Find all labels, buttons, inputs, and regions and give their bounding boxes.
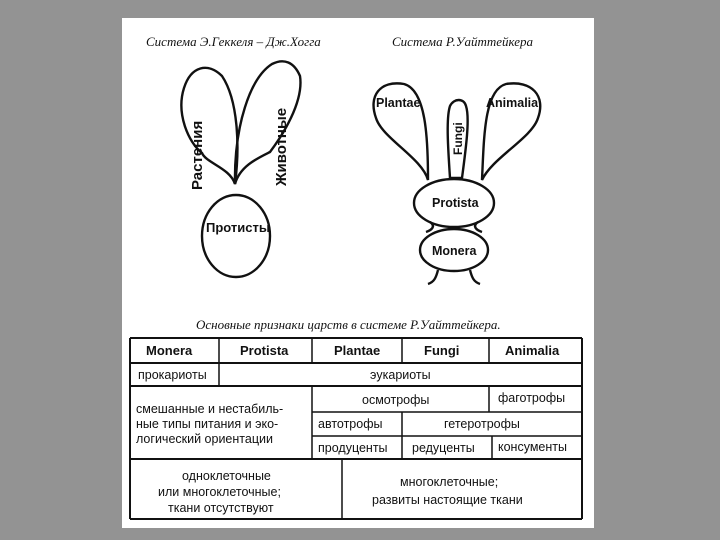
header-monera: Monera	[146, 343, 193, 358]
cell-unicellular-1: одноклеточные	[182, 469, 271, 483]
cell-heterotrophs: гетеротрофы	[444, 417, 520, 431]
fungi-label: Fungi	[451, 122, 465, 155]
cell-eukaryotes: эукариоты	[370, 368, 431, 382]
protists-oval	[202, 195, 270, 277]
cell-producers: продуценты	[318, 441, 388, 455]
cell-reducers: редуценты	[412, 441, 475, 455]
cell-mixed-nutrition-3: логический ориентации	[136, 432, 273, 446]
table-caption: Основные признаки царств в системе Р.Уайттейкера.	[196, 317, 501, 332]
textbook-page	[122, 18, 594, 528]
cell-multicellular-2: развиты настоящие ткани	[372, 493, 523, 507]
cell-unicellular-3: ткани отсутствуют	[168, 501, 274, 515]
cell-multicellular-1: многоклеточные;	[400, 475, 499, 489]
cell-autotrophs: автотрофы	[318, 417, 383, 431]
animalia-label: Animalia	[486, 96, 539, 110]
header-animalia: Animalia	[505, 343, 560, 358]
haeckel-diagram	[181, 61, 300, 277]
header-fungi: Fungi	[424, 343, 460, 358]
cell-unicellular-2: или многоклеточные;	[158, 485, 281, 499]
cell-phagotrophs: фаготрофы	[498, 391, 566, 405]
cell-consumers: консументы	[498, 440, 567, 454]
whittaker-caption: Система Р.Уайттейкера	[392, 34, 534, 49]
cell-mixed-nutrition-2: ные типы питания и эко-	[136, 417, 279, 431]
page-figure	[122, 18, 594, 528]
protista-label: Protista	[432, 196, 479, 210]
animals-label: Животные	[273, 107, 290, 186]
protists-label: Протисты	[206, 220, 270, 235]
cell-mixed-nutrition-1: смешанные и нестабиль-	[136, 402, 284, 416]
monera-label: Monera	[432, 244, 477, 258]
plants-label: Растения	[189, 120, 206, 190]
haeckel-caption: Система Э.Геккеля – Дж.Хогга	[146, 34, 321, 49]
whittaker-diagram	[374, 83, 541, 284]
header-protista: Protista	[240, 343, 289, 358]
kingdoms-table	[130, 338, 582, 519]
animals-petal	[235, 61, 301, 184]
plantae-label: Plantae	[376, 96, 421, 110]
cell-osmotrophs: осмотрофы	[362, 393, 430, 407]
cell-prokaryotes: прокариоты	[138, 368, 207, 382]
header-plantae: Plantae	[334, 343, 381, 358]
